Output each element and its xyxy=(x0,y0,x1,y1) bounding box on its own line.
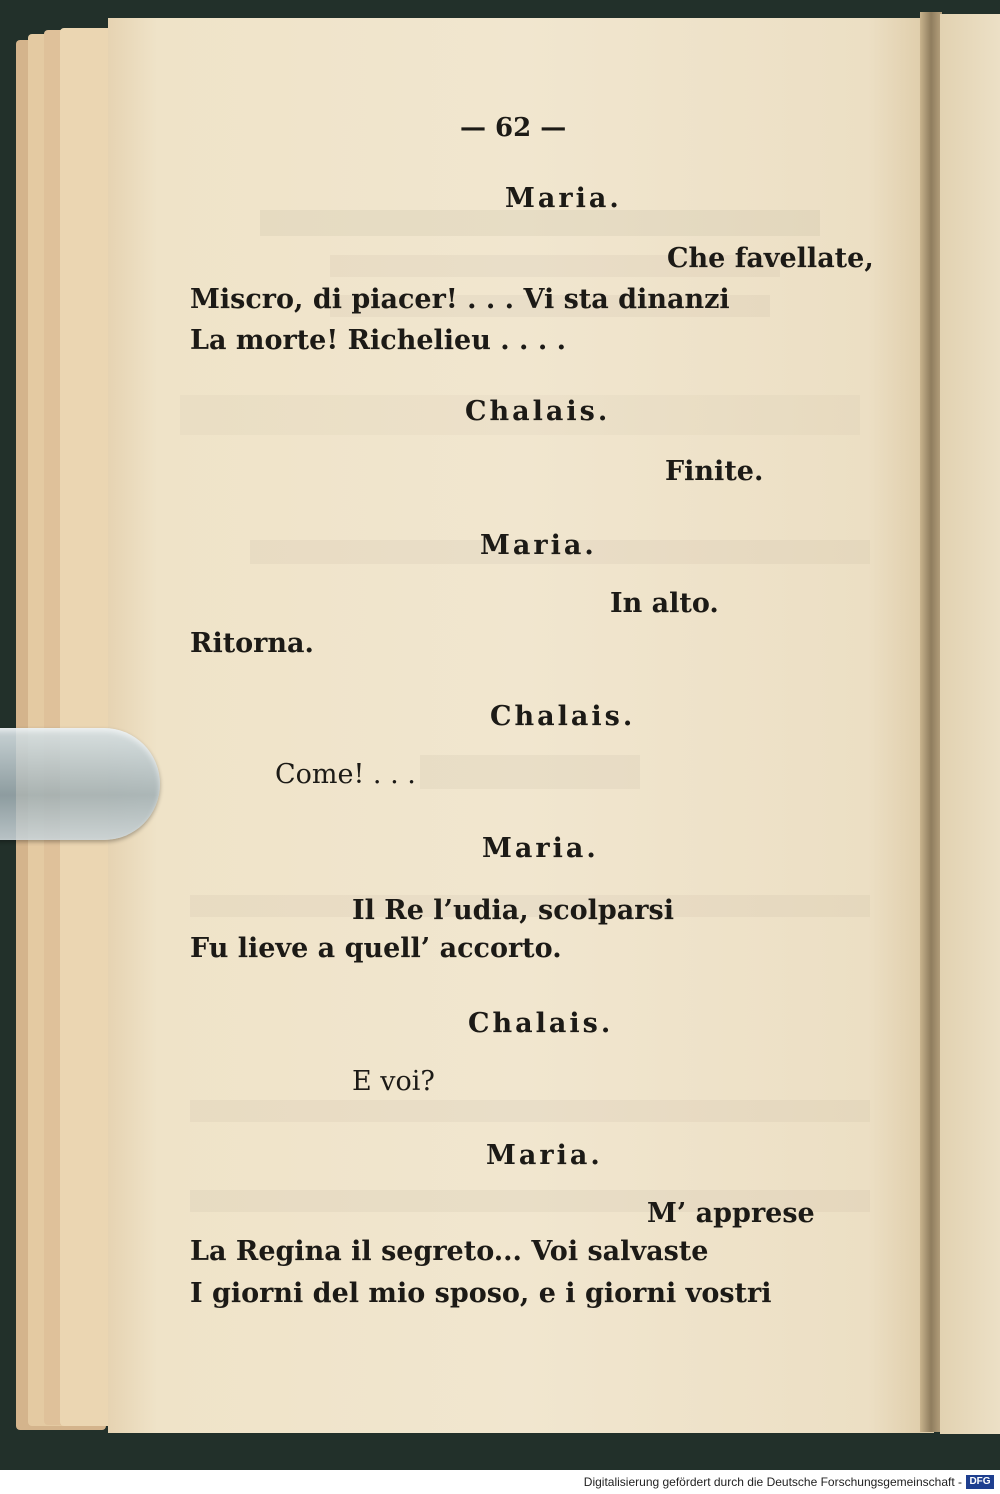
verse-line: In alto. xyxy=(610,588,719,619)
footer-bar xyxy=(0,1470,1000,1494)
bleed-through xyxy=(420,755,640,789)
funding-notice: Digitalisierung gefördert durch die Deutsche Forschungsgemeinschaft - xyxy=(583,1475,962,1489)
verse-line: La Regina il segreto... Voi salvaste xyxy=(190,1236,709,1267)
verse-line: E voi? xyxy=(352,1066,435,1097)
verse-line: Il Re l’udia, scolparsi xyxy=(352,895,674,926)
speaker-label: Chalais. xyxy=(468,1008,614,1039)
speaker-label: Chalais. xyxy=(490,701,636,732)
speaker-label: Maria. xyxy=(482,833,599,864)
page-clip xyxy=(0,728,160,840)
page-number: — 62 — xyxy=(460,113,567,143)
verse-line: I giorni del mio sposo, e i giorni vostri xyxy=(190,1278,772,1309)
verse-line: M’ apprese xyxy=(647,1198,815,1229)
book-gutter xyxy=(920,12,942,1432)
verse-line: La morte! Richelieu . . . . xyxy=(190,325,567,356)
verse-line: Miscro, di piacer! . . . Vi sta dinanzi xyxy=(190,284,730,315)
facing-page-edge xyxy=(940,14,1000,1434)
verse-line: Che favellate, xyxy=(667,243,874,274)
dfg-logo-icon: DFG xyxy=(966,1475,994,1489)
speaker-label: Maria. xyxy=(480,530,597,561)
speaker-label: Chalais. xyxy=(465,396,611,427)
verse-line: Ritorna. xyxy=(190,628,314,659)
speaker-label: Maria. xyxy=(505,183,622,214)
verse-line: Come! . . . xyxy=(275,759,416,790)
verse-line: Fu lieve a quell’ accorto. xyxy=(190,933,562,964)
speaker-label: Maria. xyxy=(486,1140,603,1171)
bleed-through xyxy=(190,1100,870,1122)
verse-line: Finite. xyxy=(665,456,764,487)
